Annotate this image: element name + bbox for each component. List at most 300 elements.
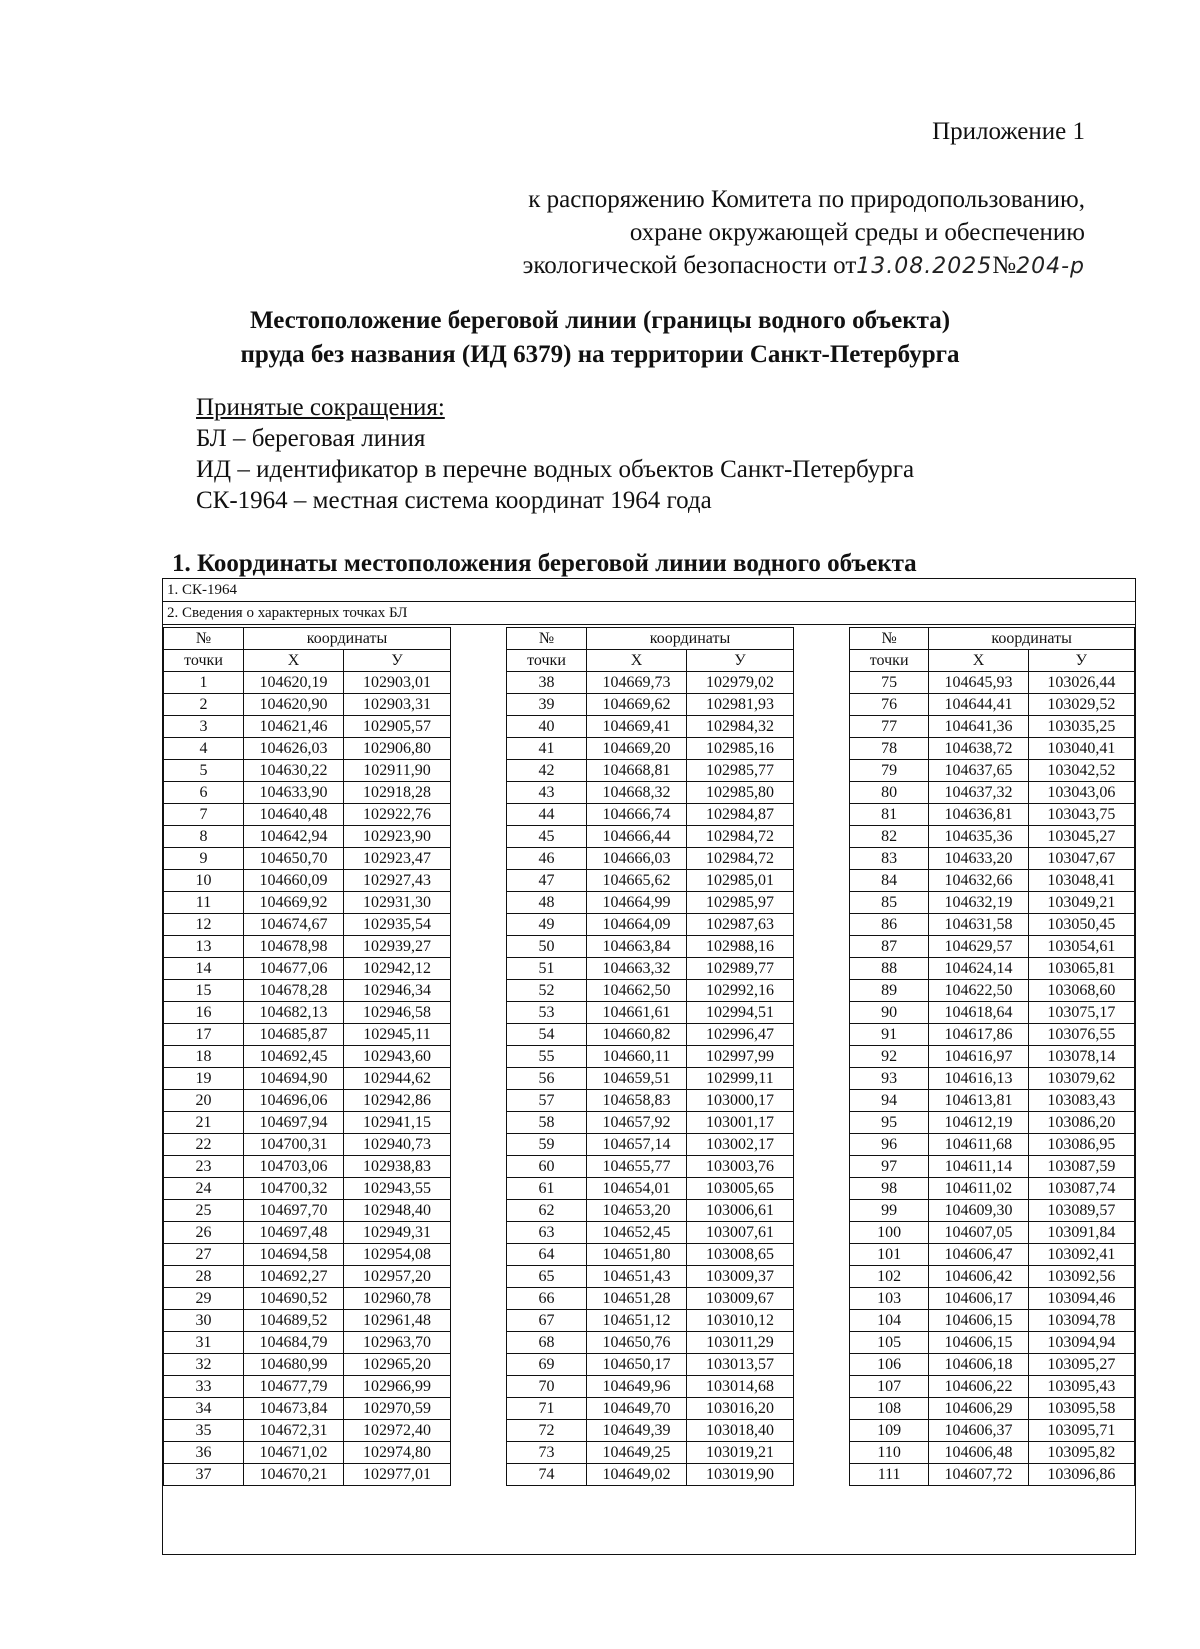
point-number-cell: 72 [507, 1420, 587, 1442]
abbreviation-item: ИД – идентификатор в перечне водных объектов Санкт-Петербурга [196, 456, 915, 483]
point-number-cell: 46 [507, 848, 587, 870]
table-row [164, 1398, 507, 1420]
column-gap [794, 1178, 850, 1200]
table-row [507, 1090, 850, 1112]
table-row [850, 1002, 1135, 1024]
column-gap [794, 804, 850, 826]
point-number-cell: 91 [850, 1024, 929, 1046]
point-number-cell: 45 [507, 826, 587, 848]
table-row [164, 914, 507, 936]
table-row [850, 1024, 1135, 1046]
y-coordinate-cell: 102918,28 [344, 782, 451, 804]
table-row [164, 1112, 507, 1134]
point-number-cell: 106 [850, 1354, 929, 1376]
column-gap [794, 1354, 850, 1376]
point-number-cell: 99 [850, 1200, 929, 1222]
point-number-cell: 60 [507, 1156, 587, 1178]
column-gap [794, 1134, 850, 1156]
table-row [507, 980, 850, 1002]
point-number-cell: 19 [164, 1068, 244, 1090]
y-coordinate-cell: 102946,34 [344, 980, 451, 1002]
column-gap [794, 1398, 850, 1420]
y-coordinate-cell: 103095,58 [1028, 1398, 1134, 1420]
x-coordinate-cell: 104644,41 [929, 694, 1028, 716]
table-row [507, 848, 850, 870]
column-gap [794, 826, 850, 848]
x-coordinate-cell: 104665,62 [587, 870, 687, 892]
x-coordinate-cell: 104641,36 [929, 716, 1028, 738]
y-coordinate-cell: 102938,83 [344, 1156, 451, 1178]
table-row [850, 1156, 1135, 1178]
table-row [850, 1376, 1135, 1398]
column-gap [794, 870, 850, 892]
order-line-2: охране окружающей среды и обеспечению [629, 219, 1085, 246]
point-number-cell: 33 [164, 1376, 244, 1398]
abbreviation-item: СК-1964 – местная система координат 1964 года [196, 487, 712, 514]
column-gap [451, 1398, 507, 1420]
table-row [164, 848, 507, 870]
y-coordinate-cell: 103035,25 [1028, 716, 1134, 738]
col-point-number-header: № [164, 628, 244, 650]
point-number-cell: 1 [164, 672, 244, 694]
point-number-cell: 107 [850, 1376, 929, 1398]
x-coordinate-cell: 104660,11 [587, 1046, 687, 1068]
column-gap [451, 980, 507, 1002]
table-row [507, 738, 850, 760]
table-row [850, 1068, 1135, 1090]
x-coordinate-cell: 104677,06 [244, 958, 344, 980]
y-coordinate-cell: 103096,86 [1028, 1464, 1134, 1486]
x-coordinate-cell: 104668,81 [587, 760, 687, 782]
y-coordinate-cell: 103019,90 [687, 1464, 794, 1486]
y-coordinate-cell: 102940,73 [344, 1134, 451, 1156]
x-coordinate-cell: 104612,19 [929, 1112, 1028, 1134]
point-number-cell: 4 [164, 738, 244, 760]
x-coordinate-cell: 104669,62 [587, 694, 687, 716]
column-gap [451, 1420, 507, 1442]
x-coordinate-cell: 104668,32 [587, 782, 687, 804]
point-number-cell: 75 [850, 672, 929, 694]
y-coordinate-cell: 103009,67 [687, 1288, 794, 1310]
col-y-header: У [1028, 650, 1134, 672]
coordinates-block-1 [163, 627, 507, 1486]
table-row [850, 914, 1135, 936]
column-gap [451, 892, 507, 914]
table-row [164, 782, 507, 804]
table-row [164, 1178, 507, 1200]
order-date-handwritten: 13.08.2025 [856, 254, 993, 279]
column-gap [794, 1442, 850, 1464]
x-coordinate-cell: 104606,15 [929, 1332, 1028, 1354]
point-number-cell: 69 [507, 1354, 587, 1376]
point-number-cell: 48 [507, 892, 587, 914]
point-number-cell: 62 [507, 1200, 587, 1222]
table-row [164, 1046, 507, 1068]
column-gap [794, 1376, 850, 1398]
point-number-cell: 23 [164, 1156, 244, 1178]
table-row [507, 1376, 850, 1398]
point-number-cell: 101 [850, 1244, 929, 1266]
x-coordinate-cell: 104689,52 [244, 1310, 344, 1332]
point-number-cell: 63 [507, 1222, 587, 1244]
column-gap [451, 1222, 507, 1244]
col-coordinates-header: координаты [587, 628, 794, 650]
table-row [507, 914, 850, 936]
col-y-header: У [687, 650, 794, 672]
y-coordinate-cell: 103048,41 [1028, 870, 1134, 892]
x-coordinate-cell: 104620,90 [244, 694, 344, 716]
point-number-cell: 3 [164, 716, 244, 738]
column-gap [794, 760, 850, 782]
point-number-cell: 20 [164, 1090, 244, 1112]
table-row [164, 1024, 507, 1046]
column-gap [794, 738, 850, 760]
column-gap [451, 1288, 507, 1310]
table-header-row [507, 650, 850, 672]
table-row [507, 1200, 850, 1222]
table-row [850, 694, 1135, 716]
column-gap [451, 1376, 507, 1398]
table-row [164, 980, 507, 1002]
table-row [164, 1200, 507, 1222]
y-coordinate-cell: 103043,06 [1028, 782, 1134, 804]
table-row [507, 804, 850, 826]
coordinates-table [162, 578, 1136, 1555]
x-coordinate-cell: 104649,39 [587, 1420, 687, 1442]
y-coordinate-cell: 102943,55 [344, 1178, 451, 1200]
table-row [164, 1332, 507, 1354]
point-number-cell: 14 [164, 958, 244, 980]
table-row [507, 1222, 850, 1244]
x-coordinate-cell: 104630,22 [244, 760, 344, 782]
x-coordinate-cell: 104657,14 [587, 1134, 687, 1156]
column-gap [451, 650, 507, 672]
column-gap [794, 1024, 850, 1046]
table-row [164, 1288, 507, 1310]
abbreviations-heading: Принятые сокращения: [196, 394, 445, 421]
x-coordinate-cell: 104649,25 [587, 1442, 687, 1464]
table-row [164, 1002, 507, 1024]
point-number-cell: 37 [164, 1464, 244, 1486]
y-coordinate-cell: 102906,80 [344, 738, 451, 760]
y-coordinate-cell: 102922,76 [344, 804, 451, 826]
y-coordinate-cell: 103013,57 [687, 1354, 794, 1376]
y-coordinate-cell: 103040,41 [1028, 738, 1134, 760]
point-number-cell: 95 [850, 1112, 929, 1134]
x-coordinate-cell: 104666,74 [587, 804, 687, 826]
y-coordinate-cell: 103094,94 [1028, 1332, 1134, 1354]
x-coordinate-cell: 104606,15 [929, 1310, 1028, 1332]
table-row [507, 1024, 850, 1046]
y-coordinate-cell: 103076,55 [1028, 1024, 1134, 1046]
point-number-cell: 103 [850, 1288, 929, 1310]
y-coordinate-cell: 102966,99 [344, 1376, 451, 1398]
table-row [164, 1464, 507, 1486]
point-number-cell: 109 [850, 1420, 929, 1442]
x-coordinate-cell: 104631,58 [929, 914, 1028, 936]
x-coordinate-cell: 104606,42 [929, 1266, 1028, 1288]
y-coordinate-cell: 102949,31 [344, 1222, 451, 1244]
y-coordinate-cell: 102942,12 [344, 958, 451, 980]
column-gap [451, 694, 507, 716]
point-number-cell: 8 [164, 826, 244, 848]
x-coordinate-cell: 104622,50 [929, 980, 1028, 1002]
point-number-cell: 111 [850, 1464, 929, 1486]
table-row [507, 1046, 850, 1068]
y-coordinate-cell: 103019,21 [687, 1442, 794, 1464]
point-number-cell: 28 [164, 1266, 244, 1288]
y-coordinate-cell: 103006,61 [687, 1200, 794, 1222]
point-number-cell: 89 [850, 980, 929, 1002]
table-row [850, 1112, 1135, 1134]
x-coordinate-cell: 104697,70 [244, 1200, 344, 1222]
x-coordinate-cell: 104638,72 [929, 738, 1028, 760]
column-gap [451, 1068, 507, 1090]
x-coordinate-cell: 104607,05 [929, 1222, 1028, 1244]
table-row [507, 936, 850, 958]
y-coordinate-cell: 103002,17 [687, 1134, 794, 1156]
y-coordinate-cell: 103029,52 [1028, 694, 1134, 716]
table-row [850, 1222, 1135, 1244]
table-row [507, 1332, 850, 1354]
y-coordinate-cell: 102941,15 [344, 1112, 451, 1134]
document-title [0, 304, 1200, 372]
table-row [507, 1420, 850, 1442]
column-gap [451, 1200, 507, 1222]
y-coordinate-cell: 102988,16 [687, 936, 794, 958]
table-row [164, 1310, 507, 1332]
table-row [507, 1002, 850, 1024]
x-coordinate-cell: 104697,48 [244, 1222, 344, 1244]
y-coordinate-cell: 103000,17 [687, 1090, 794, 1112]
table-row [850, 1200, 1135, 1222]
x-coordinate-cell: 104663,84 [587, 936, 687, 958]
table-row [164, 804, 507, 826]
table-header-row [164, 628, 507, 650]
y-coordinate-cell: 103005,65 [687, 1178, 794, 1200]
y-coordinate-cell: 103050,45 [1028, 914, 1134, 936]
abbreviations-block [196, 392, 914, 516]
y-coordinate-cell: 102942,86 [344, 1090, 451, 1112]
y-coordinate-cell: 102981,93 [687, 694, 794, 716]
x-coordinate-cell: 104649,02 [587, 1464, 687, 1486]
table-row [507, 1288, 850, 1310]
y-coordinate-cell: 103007,61 [687, 1222, 794, 1244]
y-coordinate-cell: 103092,56 [1028, 1266, 1134, 1288]
table-row [164, 1090, 507, 1112]
y-coordinate-cell: 103045,27 [1028, 826, 1134, 848]
point-number-cell: 86 [850, 914, 929, 936]
column-gap [794, 1002, 850, 1024]
x-coordinate-cell: 104611,68 [929, 1134, 1028, 1156]
y-coordinate-cell: 103091,84 [1028, 1222, 1134, 1244]
column-gap [794, 936, 850, 958]
point-number-cell: 65 [507, 1266, 587, 1288]
point-number-cell: 88 [850, 958, 929, 980]
column-gap [451, 1156, 507, 1178]
table-row [850, 1134, 1135, 1156]
x-coordinate-cell: 104673,84 [244, 1398, 344, 1420]
column-gap [451, 958, 507, 980]
y-coordinate-cell: 102970,59 [344, 1398, 451, 1420]
col-x-header: X [929, 650, 1028, 672]
column-gap [794, 848, 850, 870]
column-gap [794, 1090, 850, 1112]
point-number-cell: 58 [507, 1112, 587, 1134]
x-coordinate-cell: 104606,18 [929, 1354, 1028, 1376]
table-row [507, 1134, 850, 1156]
column-gap [794, 980, 850, 1002]
point-number-cell: 81 [850, 804, 929, 826]
x-coordinate-cell: 104674,67 [244, 914, 344, 936]
point-number-cell: 54 [507, 1024, 587, 1046]
abbreviation-item: БЛ – береговая линия [196, 425, 426, 452]
point-number-cell: 29 [164, 1288, 244, 1310]
x-coordinate-cell: 104626,03 [244, 738, 344, 760]
order-reference [523, 183, 1085, 283]
x-coordinate-cell: 104678,98 [244, 936, 344, 958]
col-point-label-header: точки [850, 650, 929, 672]
y-coordinate-cell: 102944,62 [344, 1068, 451, 1090]
x-coordinate-cell: 104666,44 [587, 826, 687, 848]
table-row [850, 958, 1135, 980]
x-coordinate-cell: 104672,31 [244, 1420, 344, 1442]
table-row [850, 716, 1135, 738]
x-coordinate-cell: 104606,17 [929, 1288, 1028, 1310]
x-coordinate-cell: 104637,32 [929, 782, 1028, 804]
point-number-cell: 94 [850, 1090, 929, 1112]
x-coordinate-cell: 104692,45 [244, 1046, 344, 1068]
column-gap [794, 694, 850, 716]
x-coordinate-cell: 104655,77 [587, 1156, 687, 1178]
x-coordinate-cell: 104669,20 [587, 738, 687, 760]
column-gap [794, 650, 850, 672]
table-row [850, 782, 1135, 804]
table-row [164, 1420, 507, 1442]
point-number-cell: 92 [850, 1046, 929, 1068]
column-gap [451, 936, 507, 958]
x-coordinate-cell: 104654,01 [587, 1178, 687, 1200]
x-coordinate-cell: 104684,79 [244, 1332, 344, 1354]
x-coordinate-cell: 104651,80 [587, 1244, 687, 1266]
table-header-row [850, 650, 1135, 672]
point-number-cell: 82 [850, 826, 929, 848]
x-coordinate-cell: 104703,06 [244, 1156, 344, 1178]
column-gap [451, 1024, 507, 1046]
x-coordinate-cell: 104678,28 [244, 980, 344, 1002]
point-number-cell: 96 [850, 1134, 929, 1156]
point-number-cell: 31 [164, 1332, 244, 1354]
table-row [850, 1442, 1135, 1464]
x-coordinate-cell: 104677,79 [244, 1376, 344, 1398]
y-coordinate-cell: 102954,08 [344, 1244, 451, 1266]
x-coordinate-cell: 104645,93 [929, 672, 1028, 694]
table-row [164, 738, 507, 760]
point-number-cell: 16 [164, 1002, 244, 1024]
col-y-header: У [344, 650, 451, 672]
table-row [164, 716, 507, 738]
point-number-cell: 52 [507, 980, 587, 1002]
point-number-cell: 53 [507, 1002, 587, 1024]
table-row [850, 1420, 1135, 1442]
table-row [164, 1068, 507, 1090]
table-row [164, 760, 507, 782]
y-coordinate-cell: 103047,67 [1028, 848, 1134, 870]
point-number-cell: 39 [507, 694, 587, 716]
y-coordinate-cell: 102963,70 [344, 1332, 451, 1354]
x-coordinate-cell: 104650,70 [244, 848, 344, 870]
x-coordinate-cell: 104629,57 [929, 936, 1028, 958]
y-coordinate-cell: 103095,43 [1028, 1376, 1134, 1398]
y-coordinate-cell: 102960,78 [344, 1288, 451, 1310]
x-coordinate-cell: 104642,94 [244, 826, 344, 848]
y-coordinate-cell: 102989,77 [687, 958, 794, 980]
column-gap [451, 1134, 507, 1156]
point-number-cell: 71 [507, 1398, 587, 1420]
point-number-cell: 44 [507, 804, 587, 826]
point-number-cell: 80 [850, 782, 929, 804]
table-row [850, 1398, 1135, 1420]
table-row [164, 694, 507, 716]
point-number-cell: 25 [164, 1200, 244, 1222]
x-coordinate-cell: 104651,12 [587, 1310, 687, 1332]
x-coordinate-cell: 104680,99 [244, 1354, 344, 1376]
y-coordinate-cell: 102935,54 [344, 914, 451, 936]
y-coordinate-cell: 103078,14 [1028, 1046, 1134, 1068]
x-coordinate-cell: 104649,96 [587, 1376, 687, 1398]
column-gap [794, 1288, 850, 1310]
point-number-cell: 11 [164, 892, 244, 914]
x-coordinate-cell: 104635,36 [929, 826, 1028, 848]
y-coordinate-cell: 102903,01 [344, 672, 451, 694]
section-title: 1. Координаты местоположения береговой линии водного объекта [172, 550, 917, 577]
order-number-label: № [992, 252, 1017, 279]
y-coordinate-cell: 102903,31 [344, 694, 451, 716]
point-number-cell: 79 [850, 760, 929, 782]
point-number-cell: 57 [507, 1090, 587, 1112]
y-coordinate-cell: 103094,78 [1028, 1310, 1134, 1332]
y-coordinate-cell: 102905,57 [344, 716, 451, 738]
point-number-cell: 12 [164, 914, 244, 936]
table-row [850, 848, 1135, 870]
column-gap [451, 826, 507, 848]
table-row [507, 672, 850, 694]
point-number-cell: 34 [164, 1398, 244, 1420]
y-coordinate-cell: 102979,02 [687, 672, 794, 694]
x-coordinate-cell: 104633,90 [244, 782, 344, 804]
y-coordinate-cell: 102985,97 [687, 892, 794, 914]
y-coordinate-cell: 103016,20 [687, 1398, 794, 1420]
x-coordinate-cell: 104649,70 [587, 1398, 687, 1420]
table-row [850, 1046, 1135, 1068]
point-number-cell: 43 [507, 782, 587, 804]
column-gap [451, 760, 507, 782]
table-row [850, 804, 1135, 826]
x-coordinate-cell: 104616,97 [929, 1046, 1028, 1068]
x-coordinate-cell: 104700,32 [244, 1178, 344, 1200]
table-row [164, 1442, 507, 1464]
y-coordinate-cell: 102957,20 [344, 1266, 451, 1288]
column-gap [794, 782, 850, 804]
point-number-cell: 32 [164, 1354, 244, 1376]
point-number-cell: 67 [507, 1310, 587, 1332]
x-coordinate-cell: 104700,31 [244, 1134, 344, 1156]
table-row [850, 672, 1135, 694]
point-number-cell: 100 [850, 1222, 929, 1244]
x-coordinate-cell: 104606,47 [929, 1244, 1028, 1266]
table-row [850, 1266, 1135, 1288]
table-row [850, 738, 1135, 760]
